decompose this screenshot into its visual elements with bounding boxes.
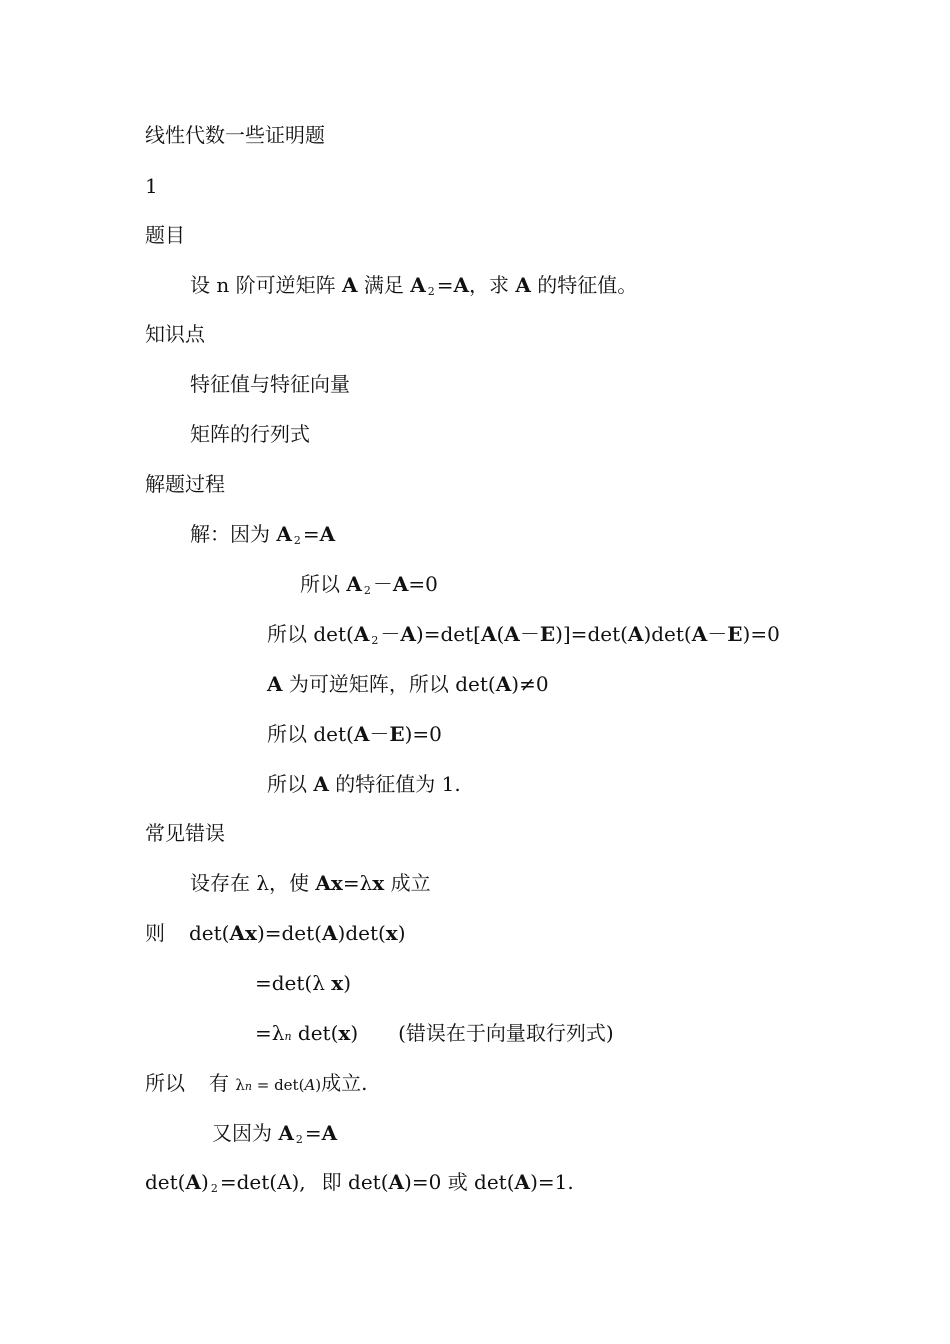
mistake-line: 又因为 A 2 =A <box>212 1121 338 1146</box>
knowledge-point: 特征值与特征向量 <box>190 372 350 396</box>
section-heading-mistakes: 常见错误 <box>145 821 225 845</box>
mistake-line: 设存在 λ，使 Ax=λx 成立 <box>190 871 431 895</box>
problem-statement: 设 n 阶可逆矩阵 A 满足 A 2 =A，求 A 的特征值。 <box>190 273 638 298</box>
solution-line: 所以 det(A 2 －A)=det[A(A－E)]=det(A)det(A－E)=0 <box>267 622 780 647</box>
section-heading-problem: 题目 <box>145 223 185 247</box>
solution-line: 所以 A 2 －A=0 <box>300 572 438 597</box>
solution-line: A 为可逆矩阵，所以 det(A)≠0 <box>267 672 549 696</box>
section-heading-knowledge: 知识点 <box>145 322 205 346</box>
solution-line: 所以 A 的特征值为 1. <box>267 772 461 796</box>
solution-line: 所以 det(A－E)=0 <box>267 722 442 746</box>
problem-number: 1 <box>145 174 158 198</box>
mistake-line: =det(λ x) <box>255 971 352 995</box>
doc-title: 线性代数一些证明题 <box>145 123 325 147</box>
section-heading-solution: 解题过程 <box>145 472 225 496</box>
mistake-line: det(A) 2 =det(A), 即 det(A)=0 或 det(A)=1. <box>145 1170 574 1195</box>
solution-line: 解：因为 A 2 =A <box>190 522 336 547</box>
mistake-line: =λn det(x) (错误在于向量取行列式) <box>255 1021 614 1045</box>
knowledge-point: 矩阵的行列式 <box>190 422 310 446</box>
mistake-line: 所以 有 λn = det(A)成立. <box>145 1071 368 1095</box>
mistake-line: 则 det(Ax)=det(A)det(x) <box>145 921 406 945</box>
